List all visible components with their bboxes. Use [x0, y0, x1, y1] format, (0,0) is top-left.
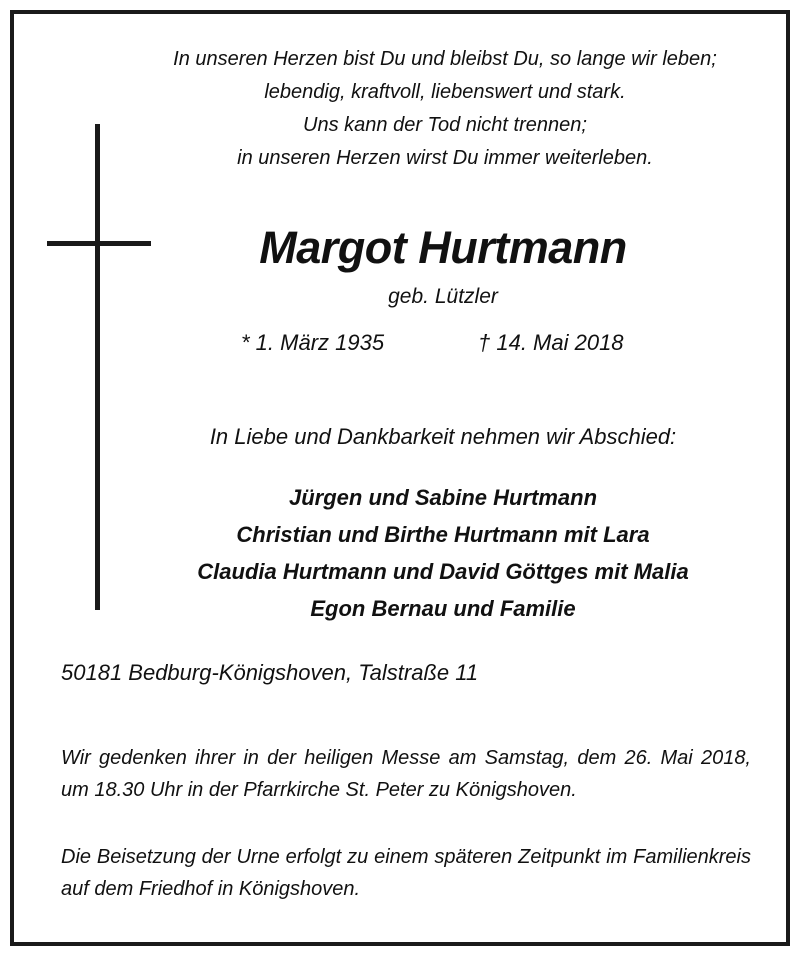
mourners-list — [0, 479, 800, 627]
poem-line: Uns kann der Tod nicht trennen; — [303, 114, 587, 136]
poem — [0, 43, 800, 175]
poem-line: in unseren Herzen wirst Du immer weiterleben. — [237, 147, 653, 169]
death-date: † 14. Mai 2018 — [478, 330, 624, 355]
address: 50181 Bedburg-Königshoven, Talstraße 11 — [61, 660, 479, 685]
mourner: Christian und Birthe Hurtmann mit Lara — [236, 522, 650, 547]
farewell-text: In Liebe und Dankbarkeit nehmen wir Abschied: — [209, 424, 677, 449]
mourner: Claudia Hurtmann und David Göttges mit Malia — [197, 559, 689, 584]
poem-line: In unseren Herzen bist Du und bleibst Du, so lange wir leben; — [173, 48, 717, 70]
burial-notice: Die Beisetzung der Urne erfolgt zu einem späteren Zeitpunkt im Familienkreis auf dem Friedhof in Königshoven. — [61, 846, 751, 900]
birth-date: * 1. März 1935 — [241, 330, 385, 355]
maiden-name: geb. Lützler — [388, 285, 498, 308]
mass-notice: Wir gedenken ihrer in der heiligen Messe am Samstag, dem 26. Mai 2018, um 18.30 Uhr in der Pfarrkirche St. Peter zu Königshoven. — [61, 747, 751, 801]
mourner: Egon Bernau und Familie — [310, 596, 576, 621]
poem-line: lebendig, kraftvoll, liebenswert und stark. — [264, 81, 626, 103]
mourner: Jürgen und Sabine Hurtmann — [288, 485, 598, 510]
deceased-name: Margot Hurtmann — [259, 222, 627, 273]
